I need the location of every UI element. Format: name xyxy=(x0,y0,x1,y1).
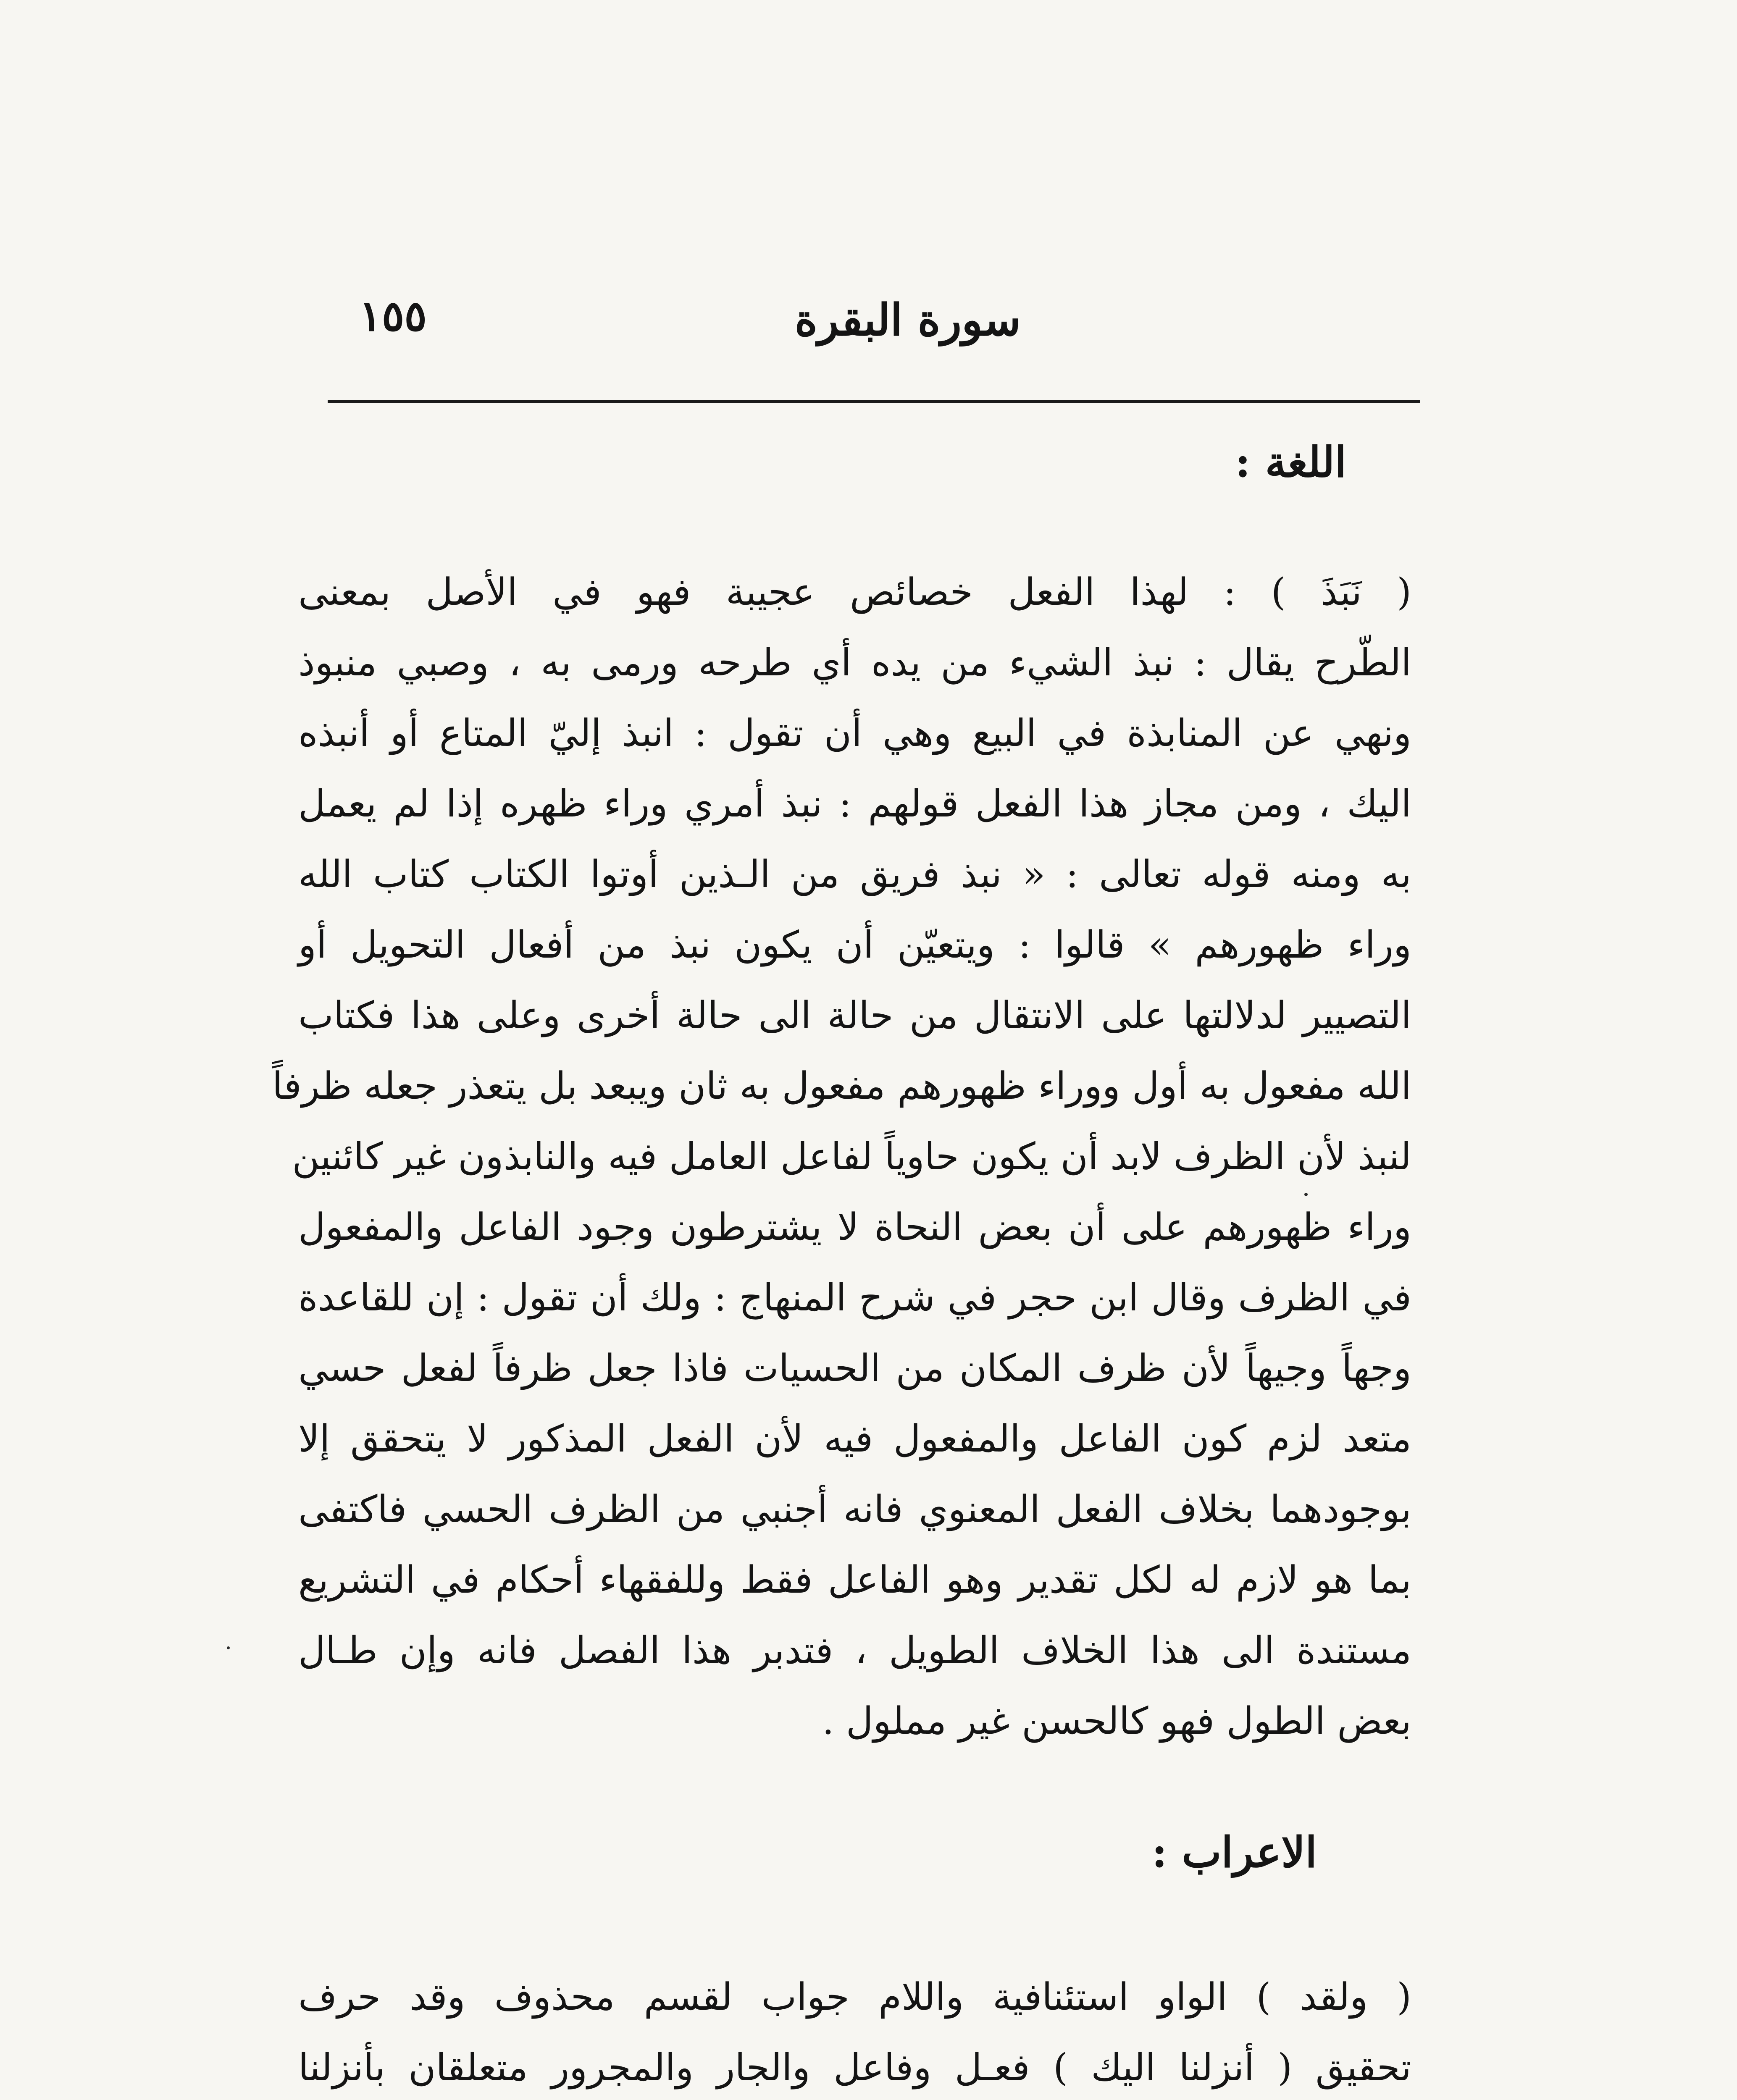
page-number: ١٥٥ xyxy=(359,291,427,341)
text-line: وراء ظهورهم على أن بعض النحاة لا يشترطون وجود الفاعل والمفعول xyxy=(298,1205,1411,1249)
section-heading-irab: الاعراب : xyxy=(1151,1827,1317,1877)
text-line: ( نَبَذَ ) : لهذا الفعل خصائص عجيبة فهو في الأصل بمعنى xyxy=(298,570,1411,614)
text-line: بوجودهما بخلاف الفعل المعنوي فانه أجنبي من الظرف الحسي فاكتفى xyxy=(298,1487,1411,1531)
text-line: متعد لزم كون الفاعل والمفعول فيه لأن الفعل المذكور لا يتحقق إلا xyxy=(298,1417,1411,1460)
header-rule xyxy=(328,400,1420,403)
irab-paragraph xyxy=(298,1961,1411,2100)
text-line: مستندة الى هذا الخلاف الطويل ، فتدبر هذا الفصل فانه وإن طـال xyxy=(298,1628,1411,1672)
text-line: ( ولقد ) الواو استئنافية واللام جواب لقسم محذوف وقد حرف xyxy=(298,1975,1411,2019)
text-line: الطّرح يقال : نبذ الشيء من يده أي طرحه ورمى به ، وصبي منبوذ xyxy=(298,640,1411,684)
text-line: بعض الطول فهو كالحسن غير مملول . xyxy=(822,1699,1411,1743)
running-header xyxy=(328,290,1420,365)
text-line: بما هو لازم له لكل تقدير وهو الفاعل فقط وللفقهاء أحكام في التشريع xyxy=(298,1558,1411,1601)
text-line: الله مفعول به أول ووراء ظهورهم مفعول به ثان ويبعد بل يتعذر جعله ظرفاً xyxy=(272,1064,1411,1108)
surah-title: سورة البقرة xyxy=(794,294,1021,346)
text-line: وجهاً وجيهاً لأن ظرف المكان من الحسيات فاذا جعل ظرفاً لفعل حسي xyxy=(298,1346,1411,1390)
scan-speck xyxy=(1304,1193,1308,1196)
text-line: تحقيق ( أنزلنا اليك ) فعـل وفاعل والجار والمجرور متعلقان بأنزلنا xyxy=(298,2045,1411,2089)
scan-speck xyxy=(227,1646,230,1649)
section-heading-lugha: اللغة : xyxy=(1235,437,1346,487)
lugha-paragraph xyxy=(272,556,1411,1756)
text-line: به ومنه قوله تعالى : « نبذ فريق من الـذين أوتوا الكتاب كتاب الله xyxy=(298,852,1411,896)
text-line: في الظرف وقال ابن حجر في شرح المنهاج : ولك أن تقول : إن للقاعدة xyxy=(298,1276,1411,1319)
text-line: لنبذ لأن الظرف لابد أن يكون حاوياً لفاعل العامل فيه والنابذون غير كائنين xyxy=(292,1134,1411,1178)
text-line: التصيير لدلالتها على الانتقال من حالة الى حالة أخرى وعلى هذا فكتاب xyxy=(298,993,1411,1037)
text-line: اليك ، ومن مجاز هذا الفعل قولهم : نبذ أمري وراء ظهره إذا لم يعمل xyxy=(298,782,1411,825)
text-line: ونهي عن المنابذة في البيع وهي أن تقول : انبذ إليّ المتاع أو أنبذه xyxy=(298,711,1411,755)
text-line: وراء ظهورهم » قالوا : ويتعيّن أن يكون نبذ من أفعال التحويل أو xyxy=(298,923,1411,966)
